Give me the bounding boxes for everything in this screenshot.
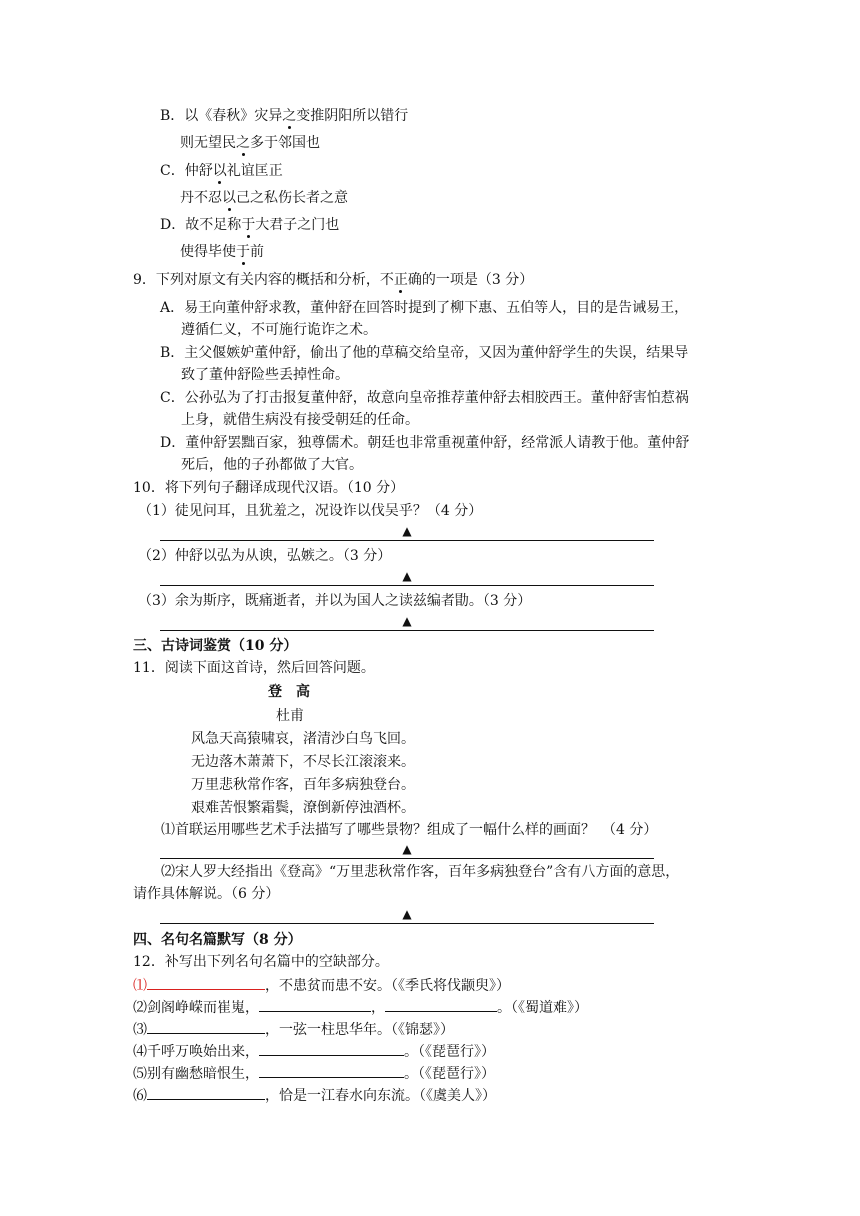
q9-option-d-line2: 死后，他的子孙都做了大官。 (181, 457, 363, 473)
q9-option-b-line2: 致了董仲舒险些丢掉性命。 (181, 367, 349, 383)
poem-title: 登 高 (268, 684, 310, 700)
fill-blank-5[interactable] (259, 1063, 404, 1078)
q10-sentence-3: （3）余为斯序，既痛逝者，并以为国人之读兹编者勖。（3 分） (138, 593, 532, 609)
emphasis-dot-char: 以 (222, 190, 236, 206)
fill-blank-2a[interactable] (259, 997, 371, 1012)
emphasis-dot-char: 之 (282, 108, 297, 124)
answer-line-q10-1[interactable] (160, 524, 654, 546)
emphasis-dot-char: 于 (241, 217, 256, 233)
poem-author: 杜甫 (276, 708, 304, 724)
answer-line-q10-3[interactable] (160, 614, 654, 636)
emphasis-dot-text: 不正确 (379, 272, 422, 288)
q8-option-d-line2: 使得毕使于前 (180, 244, 264, 260)
poem-line-2: 无边落木萧萧下，不尽长江滚滚来。 (191, 754, 415, 770)
fill-blank-1[interactable] (147, 975, 265, 990)
q8-option-d-line1: D．故不足称于大君子之门也 (160, 217, 340, 233)
answer-line-q11-1[interactable] (160, 842, 654, 864)
q9-option-c-line2: 上身，就借生病没有接受朝廷的任命。 (181, 412, 419, 428)
q9-option-a-line2: 遵循仁义，不可施行诡诈之术。 (181, 322, 377, 338)
fill-blank-3[interactable] (147, 1019, 265, 1034)
q10-sentence-1: （1）徒见问耳，且犹羞之，况设诈以伐吴乎？（4 分） (138, 503, 483, 519)
q9-option-d-line1: D．董仲舒罢黜百家，独尊儒术。朝廷也非常重视董仲舒，经常派人请教于他。董仲舒 (160, 435, 690, 451)
q8-option-c-line1: C．仲舒以礼谊匡正 (160, 163, 283, 179)
fill-blank-4[interactable] (259, 1041, 404, 1056)
q11-sub-2-line1: ⑵宋人罗大经指出《登高》“万里悲秋常作客，百年多病独登台”含有八方面的意思， (161, 864, 680, 880)
fill-item-4: ⑷千呼万唤始出来， 。（《琵琶行》） (133, 1041, 495, 1061)
q10-sentence-2: （2）仲舒以弘为从谀，弘嫉之。（3 分） (138, 548, 392, 564)
q8-option-b-line2: 则无望民之多于邻国也 (180, 135, 320, 151)
q9-option-b-line1: B．主父偃嫉妒董仲舒，偷出了他的草稿交给皇帝，又因为董仲舒学生的失误，结果导 (160, 345, 689, 361)
fill-blank-6[interactable] (147, 1085, 265, 1100)
section-3-title: 三、古诗词鉴赏（10 分） (133, 638, 298, 654)
q8-option-c-line2: 丹不忍以己之私伤长者之意 (180, 190, 348, 206)
q8-option-b-line1: B．以《春秋》灾异之变推阴阳所以错行 (160, 108, 409, 124)
emphasis-dot-char: 以 (212, 163, 227, 179)
q9-option-c-line1: C．公孙弘为了打击报复董仲舒，故意向皇帝推荐董仲舒去相胶西王。董仲舒害怕惹祸 (160, 390, 689, 406)
q11-sub-2-line2: 请作具体解说。（6 分） (133, 886, 280, 902)
q9-option-a-line1: A．易王向董仲舒求教，董仲舒在回答时提到了柳下惠、五伯等人，目的是告诫易王， (160, 300, 689, 316)
triangle-marker-icon: ▲ (402, 842, 412, 856)
fill-item-1: ⑴ ，不患贫而患不安。（《季氏将伐颛臾》） (133, 975, 510, 995)
fill-item-5: ⑸别有幽愁暗恨生， 。（《琵琶行》） (133, 1063, 495, 1083)
q10-stem: 10．将下列句子翻译成现代汉语。（10 分） (133, 480, 405, 496)
fill-blank-2b[interactable] (385, 997, 497, 1012)
fill-item-6: ⑹ ，恰是一江春水向东流。（《虞美人》） (133, 1085, 496, 1105)
fill-item-2: ⑵剑阁峥嵘而崔嵬， ， 。（《蜀道难》） (133, 997, 588, 1017)
q11-sub-1: ⑴首联运用哪些艺术手法描写了哪些景物？组成了一幅什么样的画面？ （4 分） (161, 822, 658, 838)
poem-line-1: 风急天高猿啸哀，渚清沙白鸟飞回。 (191, 731, 415, 747)
section-4-title: 四、名句名篇默写（8 分） (133, 932, 302, 948)
triangle-marker-icon: ▲ (402, 907, 412, 921)
triangle-marker-icon: ▲ (402, 524, 412, 538)
answer-line-q11-2[interactable] (160, 907, 654, 929)
q9-stem: 9．下列对原文有关内容的概括和分析，不正确的一项是（3 分） (133, 272, 534, 288)
answer-line-q10-2[interactable] (160, 569, 654, 591)
q12-stem: 12．补写出下列名句名篇中的空缺部分。 (133, 954, 389, 970)
triangle-marker-icon: ▲ (402, 614, 412, 628)
emphasis-dot-char: 之 (236, 135, 250, 151)
q11-stem: 11．阅读下面这首诗，然后回答问题。 (133, 660, 375, 676)
poem-line-3: 万里悲秋常作客，百年多病独登台。 (191, 777, 415, 793)
poem-line-4: 艰难苦恨繁霜鬓，潦倒新停浊酒杯。 (191, 800, 415, 816)
fill-item-3: ⑶ ，一弦一柱思华年。（《锦瑟》） (133, 1019, 454, 1039)
triangle-marker-icon: ▲ (402, 569, 412, 583)
emphasis-dot-char: 于 (236, 244, 250, 260)
